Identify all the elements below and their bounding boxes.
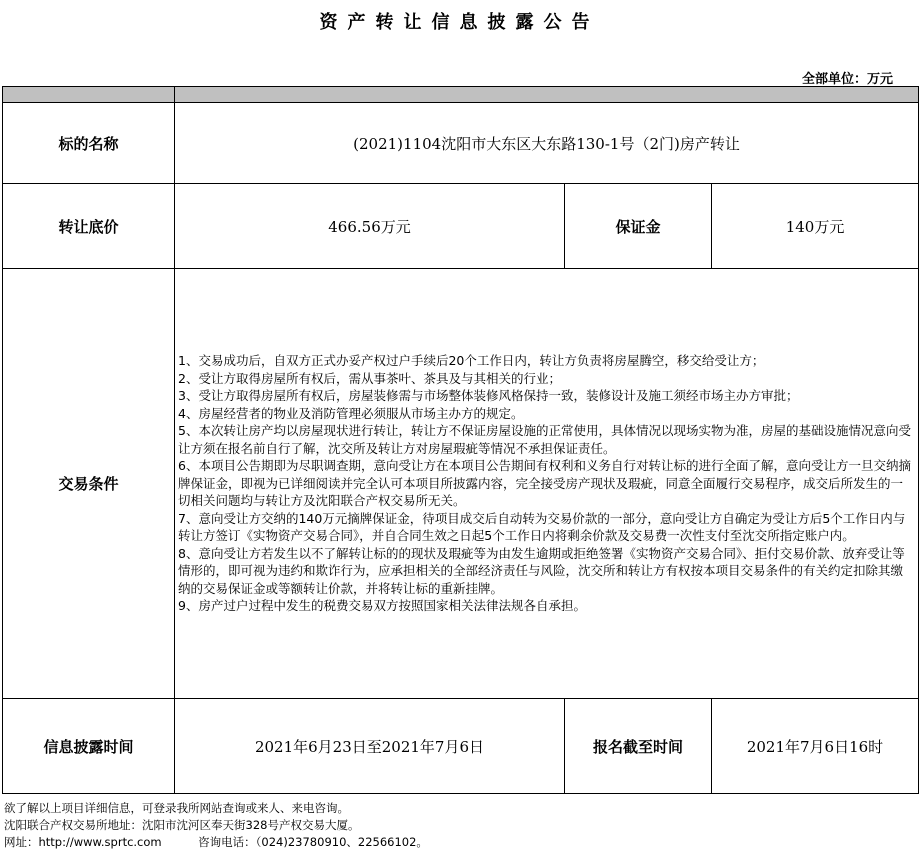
deposit-label: 保证金 bbox=[565, 184, 712, 269]
table-header-row bbox=[3, 87, 919, 103]
condition-item: 4、房屋经营者的物业及消防管理必须服从市场主办方的规定。 bbox=[178, 405, 524, 421]
table-row bbox=[3, 103, 919, 184]
unit-label: 全部单位：万元 bbox=[801, 72, 893, 87]
condition-item: 8、意向受让方若发生以不了解转让标的的现状及瑕疵等为由发生逾期或拒绝签署《实物资产交易合同》、拒付交易价款、放弃受让等情形的，即可视为违约和欺诈行为，应承担相关的全部经济责任与风险，沈交所和转让方有权按本项目交易条件的有关约定扣除其缴纳的交易保证金或等额转让价款，并将转让标的重新挂牌。 bbox=[178, 545, 905, 596]
announcement-table bbox=[2, 86, 919, 794]
price-value: 466.56万元 bbox=[175, 184, 565, 269]
condition-item: 5、本次转让房产均以房屋现状进行转让，转让方不保证房屋设施的正常使用，具体情况以现场实物为准，房屋的基础设施情况意向受让方须在报名前自行了解，沈交所及转让方对房屋瑕疵等情况不承担保证责任。 bbox=[178, 423, 911, 456]
condition-item: 6、本项目公告期即为尽职调查期，意向受让方在本项目公告期间有权利和义务自行对转让标的进行全面了解，意向受让方一旦交纳摘牌保证金，即视为已详细阅读并完全认可本项目所披露内容，完全接受房产现状及瑕疵，同意全面履行交易程序，成交后所发生的一切相关问题均与转让方及沈阳联合产权交易所无关。 bbox=[178, 458, 911, 509]
price-label: 转让底价 bbox=[3, 184, 175, 269]
condition-item: 1、交易成功后，自双方正式办妥产权过户手续后20个工作日内，转让方负责将房屋腾空，移交给受让方； bbox=[178, 353, 765, 369]
footer-address: 沈阳联合产权交易所地址：沈阳市沈河区奉天街328号产权交易大厦。 bbox=[4, 818, 360, 832]
subject-value: (2021)1104沈阳市大东区大东路130-1号（2门)房产转让 bbox=[175, 103, 919, 184]
condition-item: 3、受让方取得房屋所有权后，房屋装修需与市场整体装修风格保持一致，装修设计及施工须经市场主办方审批； bbox=[178, 388, 799, 404]
subject-label: 标的名称 bbox=[3, 103, 175, 184]
footer-info: 欲了解以上项目详细信息，可登录我所网站查询或来人、来电咨询。 bbox=[4, 801, 349, 815]
header-cell bbox=[175, 87, 919, 103]
disclosure-label: 信息披露时间 bbox=[3, 699, 175, 794]
disclosure-value: 2021年6月23日至2021年7月6日 bbox=[175, 699, 565, 794]
conditions-cell bbox=[175, 269, 919, 699]
condition-item: 2、受让方取得房屋所有权后，需从事茶叶、茶具及与其相关的行业； bbox=[178, 370, 561, 386]
condition-item: 9、房产过户过程中发生的税费交易双方按照国家相关法律法规各自承担。 bbox=[178, 598, 586, 614]
deposit-value: 140万元 bbox=[712, 184, 919, 269]
header-cell bbox=[3, 87, 175, 103]
conditions-label: 交易条件 bbox=[3, 269, 175, 699]
footer-contact: 网址：http://www.sprtc.com 咨询电话：（024)23780910、22566102。 bbox=[4, 835, 428, 849]
condition-item: 7、意向受让方交纳的140万元摘牌保证金，待项目成交后自动转为交易价款的一部分，意向受让方自确定为受让方后5个工作日内与转让方签订《实物资产交易合同》，并自合同生效之日起5个工作日内将剩余价款及交易费一次性支付至沈交所指定账户内。 bbox=[178, 510, 906, 544]
table-row bbox=[3, 184, 919, 269]
deadline-value: 2021年7月6日16时 bbox=[712, 699, 919, 794]
footer bbox=[4, 800, 428, 851]
table-row bbox=[3, 269, 919, 699]
page-title: 资产转让信息披露公告 bbox=[319, 12, 600, 33]
table-row bbox=[3, 699, 919, 794]
deadline-label: 报名截至时间 bbox=[565, 699, 712, 794]
